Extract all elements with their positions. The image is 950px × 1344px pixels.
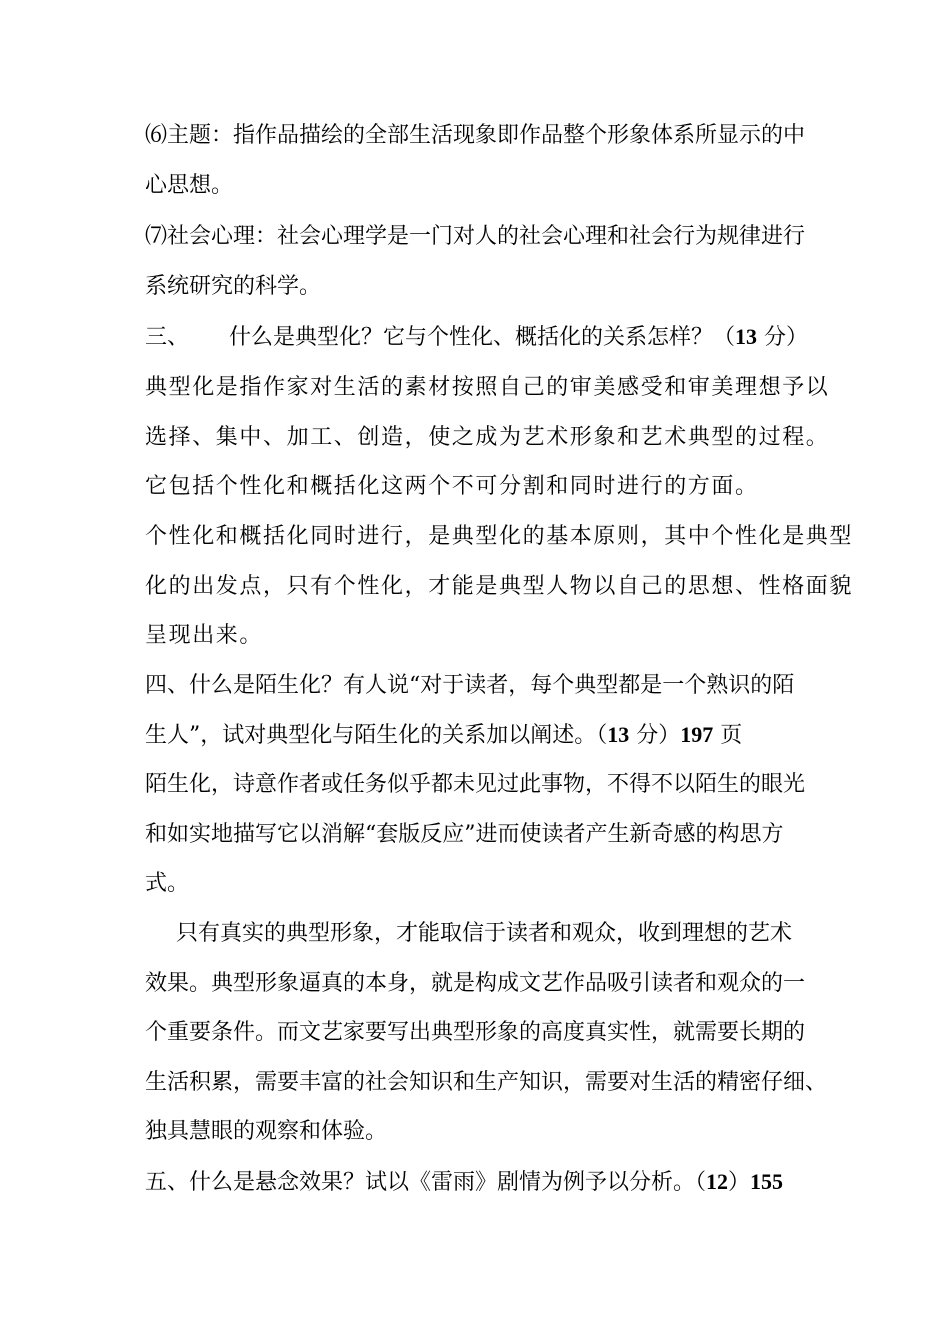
question-score-bracket: ） (728, 1170, 751, 1195)
page-reference-number: 197 (680, 722, 714, 747)
definition-social-psychology-line-1: ⑺社会心理：社会心理学是一门对人的社会心理和社会行为规律进行 (145, 224, 806, 249)
question-score: 13 (735, 324, 758, 349)
question-five-heading (145, 1167, 815, 1198)
answer-three-line-6: 呈现出来。 (145, 623, 264, 648)
answer-four-line-1: 陌生化，诗意作者或任务似乎都未见过此事物，不得不以陌生的眼光 (145, 772, 806, 797)
question-score: 12 (706, 1169, 729, 1194)
answer-four-paragraph-line-5: 独具慧眼的观察和体验。 (145, 1119, 388, 1144)
answer-four-paragraph-line-4: 生活积累，需要丰富的社会知识和生产知识，需要对生活的精密仔细、 (145, 1070, 828, 1095)
definition-theme-line-2: 心思想。 (145, 173, 234, 198)
answer-three-line-4: 个性化和概括化同时进行，是典型化的基本原则，其中个性化是典型 (145, 524, 854, 549)
answer-four-line-2: 和如实地描写它以消解“套版反应”进而使读者产生新奇感的构思方 (145, 822, 784, 847)
page-reference-unit: 页 (713, 723, 743, 748)
question-text: 生人”，试对典型化与陌生化的关系加以阐述。（ (145, 723, 608, 748)
question-score-unit: 分） (629, 723, 681, 748)
question-text: 什么是典型化？它与个性化、概括化的关系怎样？（ (229, 325, 736, 350)
answer-four-paragraph-line-1: 只有真实的典型形象，才能取信于读者和观众，收到理想的艺术 (176, 921, 793, 946)
answer-three-line-5: 化的出发点，只有个性化，才能是典型人物以自己的思想、性格面貌 (145, 574, 854, 599)
answer-four-line-3: 式。 (145, 871, 190, 896)
page-reference-number: 155 (750, 1169, 784, 1194)
question-text: 五、什么是悬念效果？试以《雷雨》剧情为例予以分析。（ (145, 1170, 707, 1195)
definition-social-psychology-line-2: 系统研究的科学。 (145, 274, 322, 299)
question-four-line-2 (145, 720, 815, 751)
answer-three-line-2: 选择、集中、加工、创造，使之成为艺术形象和艺术典型的过程。 (145, 425, 830, 450)
question-score-unit: 分） (757, 325, 809, 350)
question-score: 13 (607, 722, 630, 747)
question-number: 三、 (145, 325, 190, 350)
answer-four-paragraph-line-3: 个重要条件。而文艺家要写出典型形象的高度真实性，就需要长期的 (145, 1020, 806, 1045)
answer-three-line-3: 它包括个性化和概括化这两个不可分割和同时进行的方面。 (145, 474, 759, 499)
definition-theme-line-1: ⑹主题：指作品描绘的全部生活现象即作品整个形象体系所显示的中 (145, 123, 806, 148)
question-four-line-1: 四、什么是陌生化？有人说“对于读者，每个典型都是一个熟识的陌 (145, 673, 795, 698)
answer-four-paragraph-line-2: 效果。典型形象逼真的本身，就是构成文艺作品吸引读者和观众的一 (145, 971, 806, 996)
question-three-heading (145, 322, 815, 353)
answer-three-line-1: 典型化是指作家对生活的素材按照自己的审美感受和审美理想予以 (145, 375, 830, 400)
